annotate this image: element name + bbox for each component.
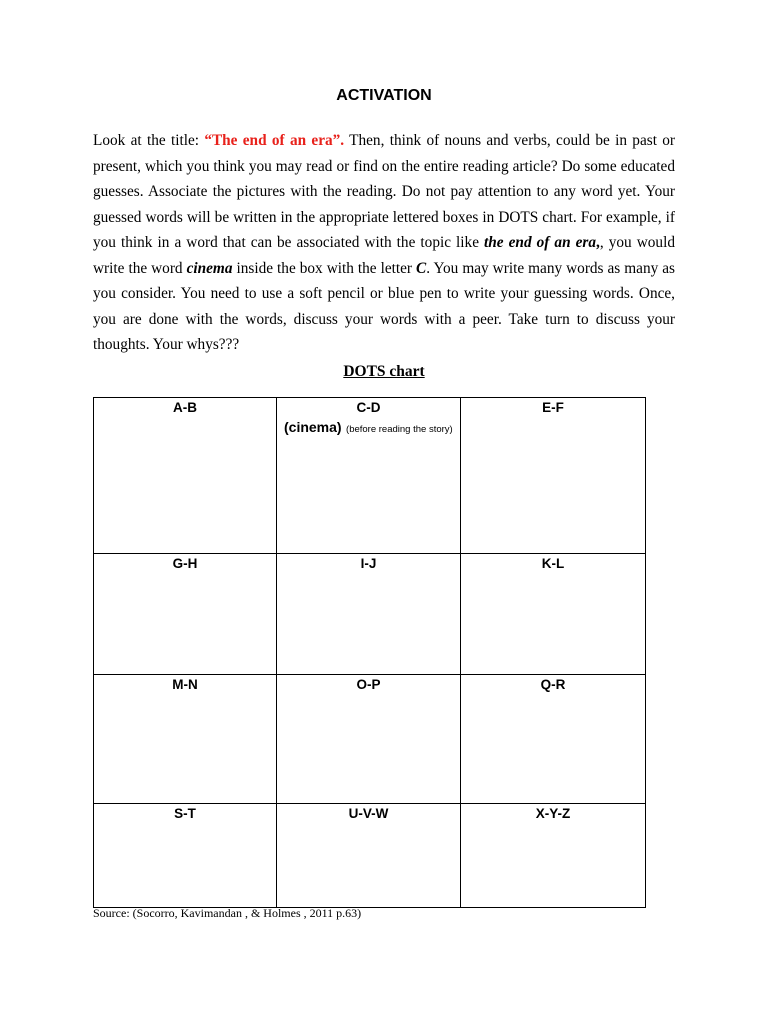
cell-example-note bbox=[277, 415, 460, 436]
cell-s-t[interactable] bbox=[94, 804, 277, 908]
instructions-text-5: . You may write many words as many as you consider. You need to use a soft pencil or blue pen to write your guessing words. Once, you are done with the words, discuss your words with a peer. Take turn to discuss your thoughts. Your whys??? bbox=[93, 259, 676, 353]
cell-a-b[interactable] bbox=[94, 398, 277, 554]
cell-q-r[interactable] bbox=[461, 675, 646, 804]
cell-x-y-z[interactable] bbox=[461, 804, 646, 908]
cell-g-h[interactable] bbox=[94, 554, 277, 675]
table-row bbox=[94, 554, 646, 675]
cell-c-d[interactable] bbox=[277, 398, 461, 554]
instructions-text-3: , you would write the word bbox=[93, 234, 675, 277]
cell-label: S-T bbox=[174, 806, 196, 821]
cell-o-p[interactable] bbox=[277, 675, 461, 804]
cell-label: M-N bbox=[172, 677, 198, 692]
cell-label: Q-R bbox=[540, 677, 566, 692]
cell-label: E-F bbox=[542, 400, 564, 415]
cell-label: I-J bbox=[360, 556, 377, 571]
cell-e-f[interactable] bbox=[461, 398, 646, 554]
cell-label: U-V-W bbox=[348, 806, 389, 821]
instructions-text-2: Then, think of nouns and verbs, could be in past or present, which you think you may read or find on the entire reading article? Do some educated guesses. Associate the pictures with the reading. Do not pay attention to any word yet. Your guessed words will be written in the appropriate lettered boxes in DOTS chart. For example, if you think in a word that can be associated with the topic like bbox=[93, 132, 675, 251]
instructions-text-1: Look at the title: bbox=[93, 132, 205, 149]
example-word: cinema bbox=[186, 259, 233, 277]
table-row bbox=[94, 804, 646, 908]
dots-chart-title: DOTS chart bbox=[343, 363, 425, 380]
article-title-quote: “The end of an era”. bbox=[204, 132, 345, 149]
cell-m-n[interactable] bbox=[94, 675, 277, 804]
cell-label: K-L bbox=[541, 556, 565, 571]
page-heading: ACTIVATION bbox=[336, 87, 432, 104]
dots-chart-table bbox=[93, 397, 646, 908]
table-row bbox=[94, 398, 646, 554]
instructions-paragraph: Look at the title: “The end of an era”. Then, think of nouns and verbs, could be in past or present, which you think you may read or find on the entire reading article? Do some educated guesses. Associate the pictures with the reading. Do not pay attention to any word yet. Your guessed words will be written in the appropriate lettered boxes in DOTS chart. For example, if you think in a word that can be associated with the topic like the end of an era,, you would write the word cinema inside the box with the letter C. You may write many words as many as you consider. You need to use a soft pencil or blue pen to write your guessing words. Once, you are done with the words, discuss your words with a peer. Take turn to discuss your thoughts. Your whys??? bbox=[93, 132, 676, 353]
example-topic: the end of an era bbox=[484, 234, 597, 251]
cell-u-v-w[interactable] bbox=[277, 804, 461, 908]
example-letter: C bbox=[416, 259, 427, 277]
before-reading-note: (before reading the story) bbox=[346, 424, 453, 435]
instructions-text-4: inside the box with the letter bbox=[232, 259, 417, 277]
example-cinema-word: (cinema) bbox=[284, 419, 342, 435]
cell-k-l[interactable] bbox=[461, 554, 646, 675]
cell-i-j[interactable] bbox=[277, 554, 461, 675]
cell-label: C-D bbox=[356, 400, 381, 415]
cell-label: G-H bbox=[172, 556, 198, 571]
source-citation: Source: (Socorro, Kavimandan , & Holmes , 2011 p.63) bbox=[93, 906, 362, 920]
cell-label: X-Y-Z bbox=[535, 806, 571, 821]
cell-label: A-B bbox=[173, 400, 197, 415]
cell-label: O-P bbox=[356, 677, 381, 692]
table-row bbox=[94, 675, 646, 804]
